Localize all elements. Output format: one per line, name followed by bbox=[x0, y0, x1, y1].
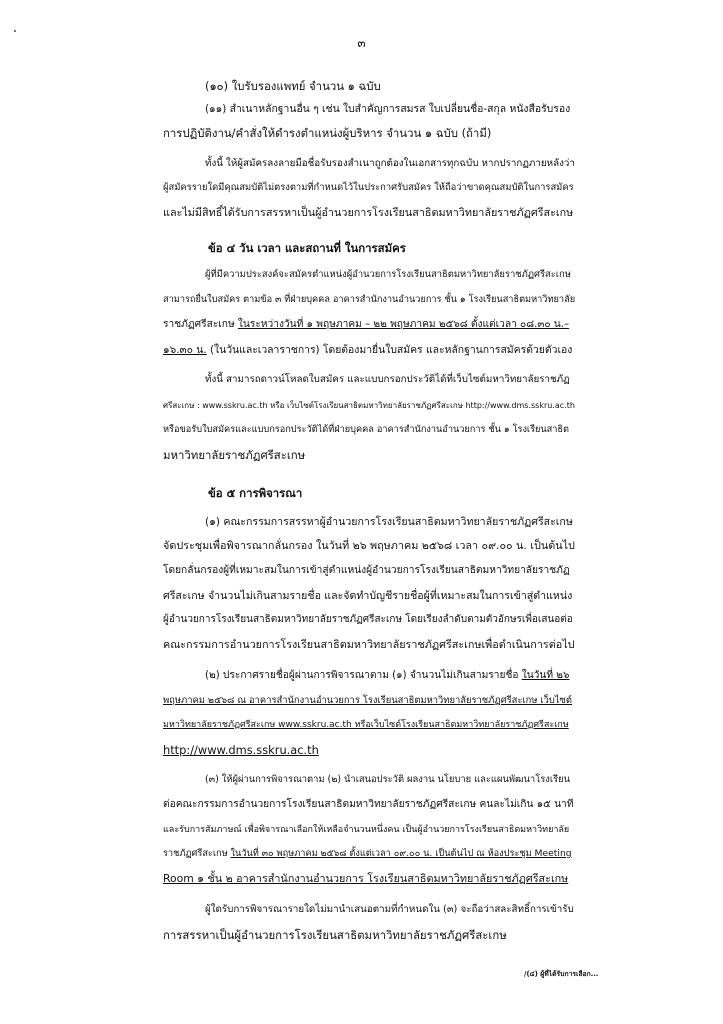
sec4-download-line1: ทั้งนี้ สามารถดาวน์โหลดใบสมัคร และแบบกรอกประวัติได้ที่เว็บไซต์มหาวิทยาลัยราชภัฏ bbox=[205, 374, 570, 385]
sec4-line4: ๑๖.๓๐ น. (ในวันและเวลาราชการ) โดยต้องมายื่นใบสมัคร และหลักฐานการสมัครด้วยตัวเอง bbox=[163, 344, 573, 356]
presentation-date: ในวันที่ ๓๐ พฤษภาคม ๒๕๖๘ ตั้งแต่เวลา ๐๙.๐๐ น. เป็นต้นไป ณ ห้องประชุม Meeting bbox=[230, 848, 572, 859]
page-number: ๓ bbox=[357, 36, 366, 50]
sec4-line1: ผู้ที่มีความประสงค์จะสมัครตำแหน่งผู้อำนวยการโรงเรียนสาธิตมหาวิทยาลัยราชภัฏศรีสะเกษ bbox=[205, 269, 571, 280]
scan-speck bbox=[14, 30, 16, 32]
sec5-item1-line1: (๑) คณะกรรมการสรรหาผู้อำนวยการโรงเรียนสาธิตมหาวิทยาลัยราชภัฏศรีสะเกษ bbox=[205, 516, 573, 528]
announce-date: ในวันที่ ๒๖ bbox=[521, 670, 570, 681]
sec4-line3: ราชภัฏศรีสะเกษ ในระหว่างวันที่ ๑ พฤษภาคม – ๒๒ พฤษภาคม ๒๕๖๘ ตั้งแต่เวลา ๐๘.๓๐ น.– bbox=[163, 319, 570, 330]
sec4-download-line3: หรือขอรับใบสมัครและแบบกรอกประวัติได้ที่ฝ่ายบุคคล อาคารสำนักงานอำนวยการ ชั้น ๑ โรงเรียนสาธิต bbox=[163, 424, 570, 435]
note-paragraph-line3: และไม่มีสิทธิ์ได้รับการสรรหาเป็นผู้อำนวยการโรงเรียนสาธิตมหาวิทยาลัยราชภัฏศรีสะเกษ bbox=[163, 206, 574, 219]
continuation-note: /(๔) ผู้ที่ได้รับการเลือก... bbox=[524, 970, 599, 978]
application-period: ในระหว่างวันที่ ๑ พฤษภาคม – ๒๒ พฤษภาคม ๒๕๖๘ ตั้งแต่เวลา ๐๘.๓๐ น.– bbox=[237, 319, 570, 330]
item-11-cont: การปฏิบัติงาน/คำสั่งให้ดำรงตำแหน่งผู้บริหาร จำนวน ๑ ฉบับ (ถ้ามี) bbox=[163, 126, 492, 140]
sec5-item1-line4: ศรีสะเกษ จำนวนไม่เกินสามรายชื่อ และจัดทำบัญชีรายชื่อผู้ที่เหมาะสมในการเข้าสู่ตำแหน่ง bbox=[163, 590, 573, 602]
dms-website-link: http://www.dms.sskru.ac.th bbox=[163, 743, 319, 757]
item-11: (๑๑) สำเนาหลักฐานอื่น ๆ เช่น ใบสำคัญการสมรส ใบเปลี่ยนชื่อ-สกุล หนังสือรับรอง bbox=[205, 103, 571, 115]
sec5-item2-line1: (๒) ประกาศรายชื่อผู้ผ่านการพิจารณาตาม (๑) จำนวนไม่เกินสามรายชื่อ ในวันที่ ๒๖ bbox=[205, 670, 570, 681]
application-end-time: ๑๖.๓๐ น. bbox=[163, 344, 207, 356]
sec4-download-line4: มหาวิทยาลัยราชภัฏศรีสะเกษ bbox=[163, 448, 306, 462]
sec5-item1-line5: ผู้อำนวยการโรงเรียนสาธิตมหาวิทยาลัยราชภัฏศรีสะเกษ โดยเรียงลำดับตามตัวอักษรเพื่อเสนอต่อ bbox=[163, 614, 573, 625]
sec5-item3-line5: Room ๑ ชั้น ๒ อาคารสำนักงานอำนวยการ โรงเรียนสาธิตมหาวิทยาลัยราชภัฏศรีสะเกษ bbox=[163, 872, 569, 885]
sec4-line2: สามารถยื่นใบสมัคร ตามข้อ ๓ ที่ฝ่ายบุคคล อาคารสำนักงานอำนวยการ ชั้น ๑ โรงเรียนสาธิตมหาวิทยาลัย bbox=[163, 294, 576, 305]
sec5-item3-line3: และรับการสัมภาษณ์ เพื่อพิจารณาเลือกให้เหลือจำนวนหนึ่งคน เป็นผู้อำนวยการโรงเรียนสาธิตมหาวิทยาลัย bbox=[163, 825, 570, 835]
sec5-item1-line3: โดยกลั่นกรองผู้ที่เหมาะสมในการเข้าสู่ตำแหน่งผู้อำนวยการโรงเรียนสาธิตมหาวิทยาลัยราชภัฏ bbox=[163, 565, 570, 576]
sec4-download-line2: ศรีสะเกษ : www.sskru.ac.th หรือ เว็บไซต์โรงเรียนสาธิตมหาวิทยาลัยราชภัฏศรีสะเกษ http://www.dms.sskru.ac.th bbox=[163, 401, 575, 410]
sec5-item3-line4: ราชภัฏศรีสะเกษ ในวันที่ ๓๐ พฤษภาคม ๒๕๖๘ ตั้งแต่เวลา ๐๙.๐๐ น. เป็นต้นไป ณ ห้องประชุม Meeting bbox=[163, 848, 572, 859]
note-paragraph-line2: ผู้สมัครรายใดมีคุณสมบัติไม่ตรงตามที่กำหนดไว้ในประกาศรับสมัคร ให้ถือว่าขาดคุณสมบัติในการสมัคร bbox=[163, 182, 574, 193]
sec5-item1-line2: จัดประชุมเพื่อพิจารณากลั่นกรอง ในวันที่ ๒๖ พฤษภาคม ๒๕๖๘ เวลา ๐๙.๐๐ น. เป็นต้นไป bbox=[163, 539, 575, 552]
section-5-heading: ข้อ ๕ การพิจารณา bbox=[208, 486, 303, 500]
section-4-heading: ข้อ ๔ วัน เวลา และสถานที่ ในการสมัคร bbox=[208, 241, 406, 255]
sec5-item1-line6: คณะกรรมการอำนวยการโรงเรียนสาธิตมหาวิทยาลัยราชภัฏศรีสะเกษเพื่อดำเนินการต่อไป bbox=[163, 638, 575, 651]
sec5-item3-line2: ต่อคณะกรรมการอำนวยการโรงเรียนสาธิตมหาวิทยาลัยราชภัฏศรีสะเกษ คนละไม่เกิน ๑๕ นาที bbox=[163, 799, 574, 810]
item-10: (๑๐) ใบรับรองแพทย์ จำนวน ๑ ฉบับ bbox=[205, 79, 381, 93]
forfeit-line1: ผู้ใดรับการพิจารณารายใดไม่มานำเสนอตามที่กำหนดใน (๓) จะถือว่าสละสิทธิ์การเข้ารับ bbox=[205, 904, 574, 915]
note-paragraph: ทั้งนี้ ให้ผู้สมัครลงลายมือชื่อรับรองสำเนาถูกต้องในเอกสารทุกฉบับ หากปรากฏภายหลังว่า bbox=[205, 158, 575, 169]
sec5-item3-line1: (๓) ให้ผู้ผ่านการพิจารณาตาม (๒) นำเสนอประวัติ ผลงาน นโยบาย และแผนพัฒนาโรงเรียน bbox=[205, 774, 570, 785]
forfeit-line2: การสรรหาเป็นผู้อำนวยการโรงเรียนสาธิตมหาวิทยาลัยราชภัฏศรีสะเกษ bbox=[163, 928, 507, 942]
sec5-item2-line2: พฤษภาคม ๒๕๖๘ ณ อาคารสำนักงานอำนวยการ โรงเรียนสาธิตมหาวิทยาลัยราชภัฏศรีสะเกษ เว็บไซต์ bbox=[163, 695, 572, 706]
sec5-item2-line3: มหาวิทยาลัยราชภัฏศรีสะเกษ www.sskru.ac.th หรือเว็บไซต์โรงเรียนสาธิตมหาวิทยาลัยราชภัฏศรีสะเกษ bbox=[163, 720, 569, 730]
